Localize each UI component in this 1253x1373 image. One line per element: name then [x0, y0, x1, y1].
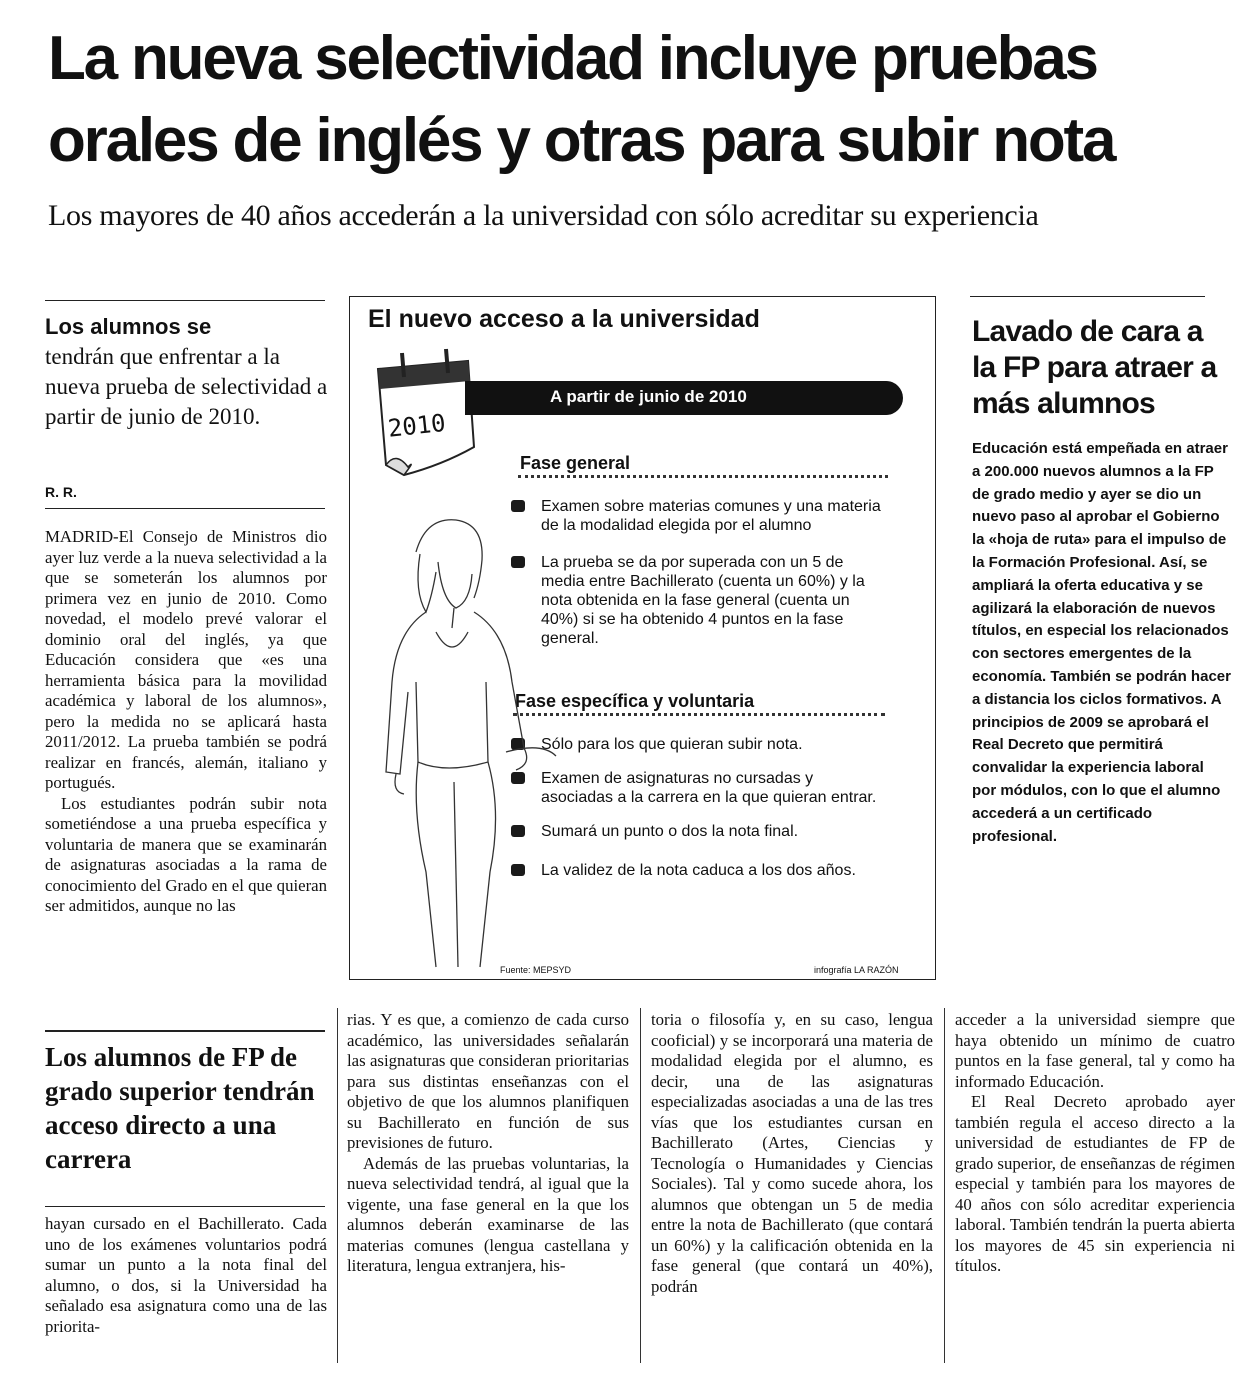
- date-banner-label: A partir de junio de 2010: [550, 387, 747, 406]
- fp-box-text: Educación está empeñada en atraer a 200.000 nuevos alumnos a la FP de grado medio y ayer se dio un nuevo paso al aprobar el Gobierno la «hoja de ruta» para el impulso de la Formación Profesional. Así, se ampliará la oferta educativa y se agilizará la elaboración de nuevos títulos, en especial los relacionados con sectores emergentes de la economía. También se podrán hacer a distancia los ciclos formativos. A principios de 2009 se aprobará el Real Decreto que permitirá convalidar la experiencia laboral por módulos, con lo que el alumno accederá a un certificado profesional.: [972, 440, 1231, 845]
- paragraph: hayan cursado en el Bachillerato. Cada uno de los exámenes voluntarios podrá sumar un punto a la nota final del alumno, o dos, si la Universidad ha señalado esa asignatura como una de las priorita-: [45, 1214, 327, 1336]
- list-item: La prueba se da por superada con un 5 de media entre Bachillerato (cuenta un 60%) y la nota obtenida en la fase general (cuenta un 40%) si se ha obtenido 4 puntos en la fase general.: [507, 553, 887, 648]
- headline: [48, 18, 1243, 182]
- divider: [45, 1206, 325, 1207]
- list-item: Sumará un punto o dos la nota final.: [507, 822, 887, 841]
- paragraph: Además de las pruebas voluntarias, la nueva selectividad tendrá, al igual que la vigente, una fase general en la que los alumnos deberán examinarse de las materias comunes (lengua castellana y literatura, lengua extranjera, his-: [347, 1153, 629, 1275]
- column-divider: [640, 1008, 641, 1363]
- paragraph: toria o filosofía y, en su caso, lengua cooficial) y se incorporará una materia de modalidad elegida por el alumno, es decir, una de las asignaturas especializadas asociadas a una de las tres vías que los estudiantes cursan en Bachillerato (Artes, Ciencias y Tecnología o Humanidades y Ciencias Sociales). Tal y como sucede ahora, los alumnos que obtengan un 5 de media entre la nota de Bachillerato (que contará un 60%) y la calificación obtenida en la fase general (que contará un 40%), podrán: [651, 1010, 933, 1296]
- calendar-year: 2010: [386, 408, 447, 443]
- sidebar-summary-lead: Los alumnos se: [45, 314, 212, 339]
- infographic: [349, 296, 936, 980]
- sidebar-summary-text: tendrán que enfrentar a la nueva prueba de selectividad a partir de junio de 2010.: [45, 344, 328, 429]
- dotted-divider: [513, 713, 885, 716]
- credit-note: infografía LA RAZÓN: [814, 965, 899, 975]
- list-item: Examen de asignaturas no cursadas y asociadas a la carrera en la que quieran entrar.: [507, 769, 887, 807]
- divider: [45, 1030, 325, 1032]
- sidebar-summary: [45, 312, 330, 432]
- divider: [45, 508, 325, 509]
- article-column-1: [45, 527, 327, 917]
- paragraph: MADRID-El Consejo de Ministros dio ayer luz verde a la nueva selectividad a la que se someterán los alumnos por primera vez en junio de 2010. Como novedad, el modelo prevé valorar el dominio oral del inglés, ya que Educación considera que «es una herramienta básica para la movilidad académica y laboral de los alumnos», pero la medida no se aplicará hasta 2011/2012. La prueba también se podrá realizar en francés, alemán, italiano y portugués.: [45, 527, 327, 792]
- bullet-icon: [511, 500, 525, 512]
- infographic-title: El nuevo acceso a la universidad: [368, 305, 760, 333]
- woman-illustration: [356, 512, 566, 972]
- date-banner: [465, 381, 903, 415]
- fp-box-title: Lavado de cara a la FP para atraer a más alumnos: [972, 315, 1217, 420]
- headline-line-1: La nueva selectividad incluye pruebas: [48, 24, 1097, 93]
- column-divider: [337, 1008, 338, 1363]
- phase-general-title: Fase general: [520, 453, 631, 473]
- dotted-divider: [518, 475, 888, 478]
- column-divider: [944, 1008, 945, 1363]
- source-note: Fuente: MEPSYD: [500, 965, 572, 975]
- divider: [45, 300, 325, 301]
- article-column-3: [651, 1010, 933, 1297]
- paragraph: El Real Decreto aprobado ayer también regula el acceso directo a la universidad de estudiantes de FP de grado superior, de enseñanzas de régimen especial y también para los mayores de 40 años con sólo acreditar experiencia laboral. También tendrán la puerta abierta los mayores de 45 sin experiencia ni títulos.: [955, 1092, 1235, 1275]
- list-item: Sólo para los que quieran subir nota.: [507, 735, 887, 754]
- list-item: La validez de la nota caduca a los dos años.: [507, 861, 887, 880]
- paragraph: rias. Y es que, a comienzo de cada curso académico, las universidades señalarán las asignaturas que consideran prioritarias para sus distintas enseñanzas con el objetivo de que los alumnos planifiquen su Bachillerato en función de sus previsiones de futuro.: [347, 1010, 629, 1152]
- article-column-1-continued: [45, 1214, 327, 1337]
- byline: R. R.: [45, 484, 77, 500]
- sidebar-pullquote: Los alumnos de FP de grado superior tendrán acceso directo a una carrera: [45, 1042, 315, 1174]
- article-column-2: [347, 1010, 629, 1277]
- paragraph: acceder a la universidad siempre que haya obtenido un mínimo de cuatro puntos en la fase general, tal y como ha informado Educación.: [955, 1010, 1235, 1091]
- divider: [970, 296, 1205, 297]
- subheadline: Los mayores de 40 años accederán a la universidad con sólo acreditar su experiencia: [48, 199, 1039, 232]
- article-column-4: [955, 1010, 1235, 1277]
- paragraph: Los estudiantes podrán subir nota sometiéndose a una prueba específica y voluntaria de manera que se examinarán de asignaturas asociadas a la rama de conocimiento del Grado en el que quieran ser admitidos, aunque no las: [45, 793, 327, 915]
- headline-line-2: orales de inglés y otras para subir nota: [48, 106, 1115, 175]
- phase-specific-title: Fase específica y voluntaria: [515, 691, 755, 711]
- list-item: Examen sobre materias comunes y una materia de la modalidad elegida por el alumno: [507, 497, 887, 535]
